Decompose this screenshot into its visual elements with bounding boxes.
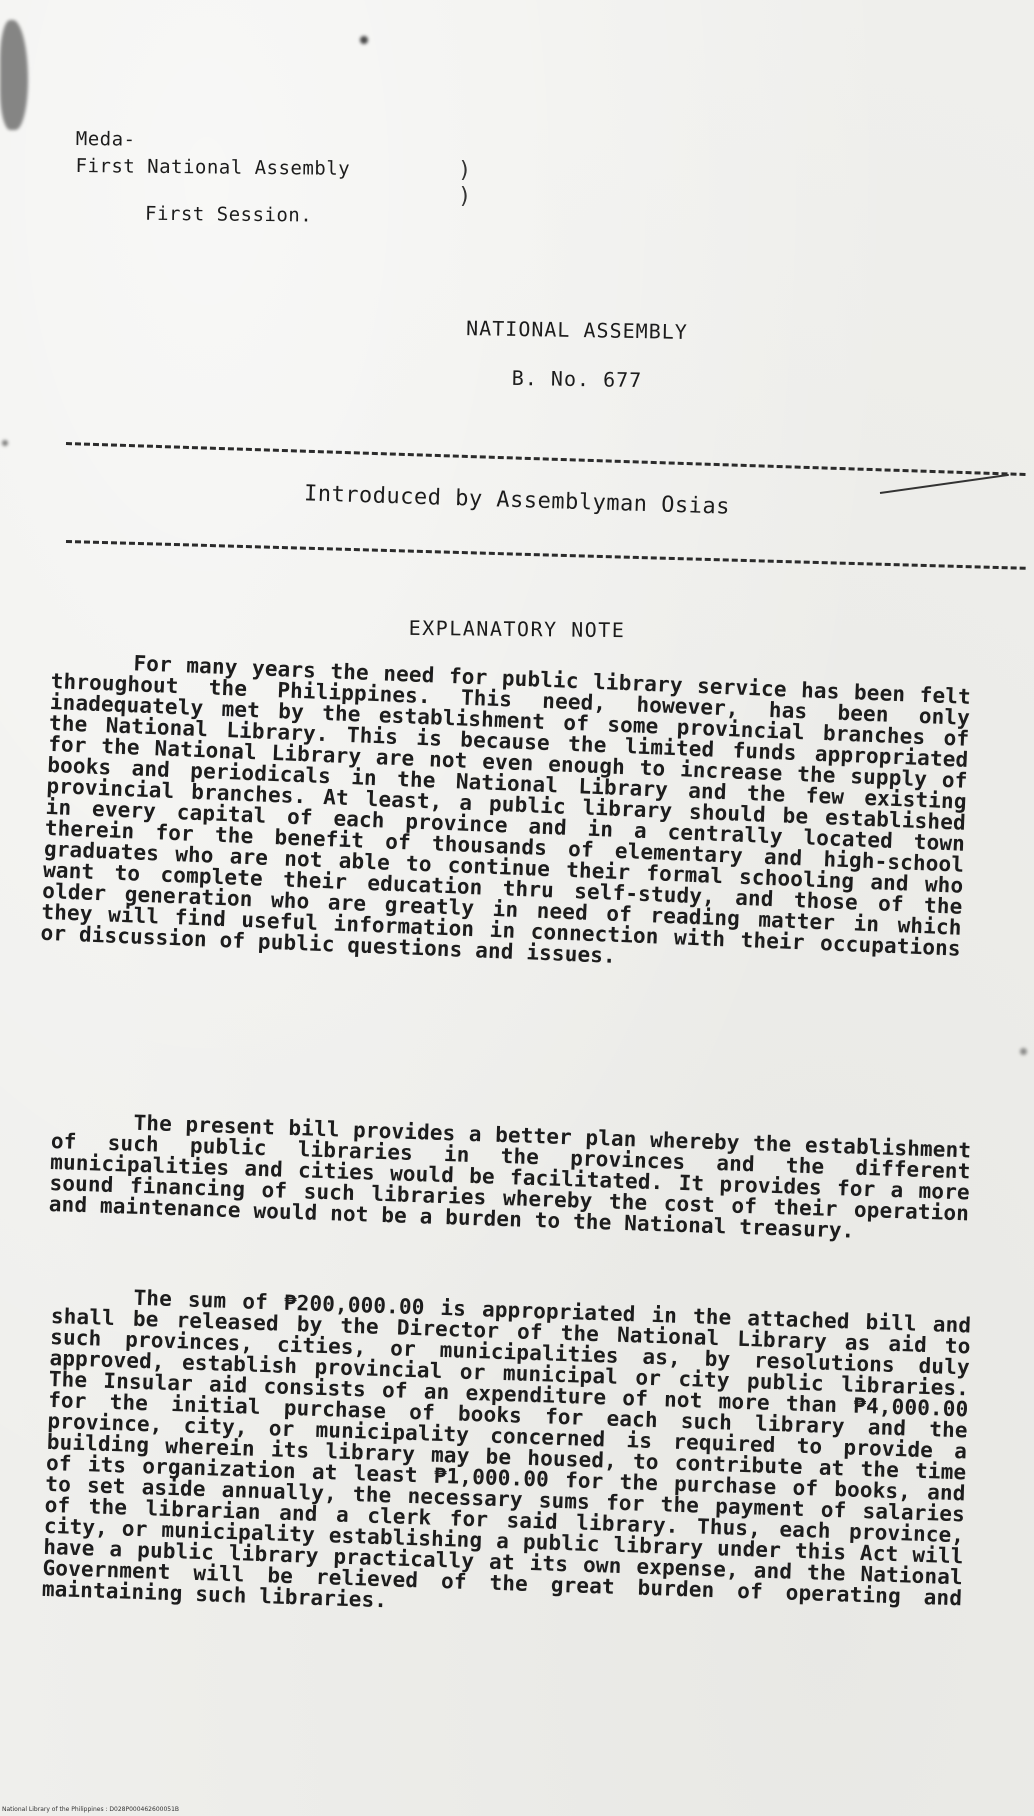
header-line-session: First Session. [144, 202, 313, 227]
session-header [75, 126, 351, 230]
header-bracket [458, 158, 471, 210]
introduced-by: Introduced by Assemblyman Osias [303, 481, 731, 520]
bracket-bottom: ) [458, 184, 472, 209]
paragraph-3: The sum of ₱200,000.00 is appropriated in the attached bill and shall be released by the Director of the National Library as aid to such provinces, cities, or municipalities as, by resolutions duly approved, establish provincial or municipal or city public libraries. The Insular aid consists of an expenditure of not more than ₱4,000.00 for the initial purchase of books for each such library and the province, city, or municipality concerned is required to provide a building wherein its library may be housed, to contribute at the time of its organization at least ₱1,000.00 for the purchase of books, and to set aside annually, the necessary sums for the payment of salaries of the librarian and a clerk for said library. Thus, each province, city, or municipality establishing a public library under this Act will have a public library practically at its own expense, and the National Government will be relieved of the great burden of operating and maintaining such libraries. [41, 1285, 972, 1613]
explanatory-note-heading: EXPLANATORY NOTE [408, 615, 626, 643]
scan-speck [2, 440, 8, 446]
divider-top [66, 442, 1026, 476]
pen-stroke [880, 474, 1009, 494]
scan-speck [360, 36, 368, 44]
header-line-assembly: First National Assembly [75, 154, 351, 180]
header-line-meda: Meda- [75, 127, 136, 151]
assembly-title: NATIONAL ASSEMBLY [465, 316, 689, 344]
bill-number: B. No. 677 [511, 365, 643, 393]
paragraph-2: The present bill provides a better plan whereby the establishment of such public libraries in the provinces and the different municipalities and cities would be facilitated. It provides for a more sound financing of such libraries whereby the cost of their operation and maintenance would not be a burden to the National treasury. [48, 1110, 972, 1243]
bracket-top: ) [458, 158, 472, 183]
scan-smudge [0, 20, 28, 130]
archive-caption: National Library of the Philippines : D028P000462600051B [2, 1806, 180, 1813]
scan-speck [1020, 1048, 1027, 1055]
divider-bottom [66, 540, 1026, 570]
paragraph-1: For many years the need for public library service has been felt throughout the Philippines. This need, however, has been only inadequately met by the establishment of some provincial branches of the National Library. This is because the limited funds appropriated for the National Library are not even enough to increase the supply of books and periodicals in the National Library and the few existing provincial branches. At least, a public library should be established in every capital of each province and in a centrally located town therein for the benefit of thousands of elementary and high-school graduates who are not able to continue their formal schooling and who want to complete their education thru self-study, and those of the older generation who are greatly in need of reading matter in which they will find useful information in connection with their occupations or discussion of public questions and issues. [40, 651, 972, 968]
